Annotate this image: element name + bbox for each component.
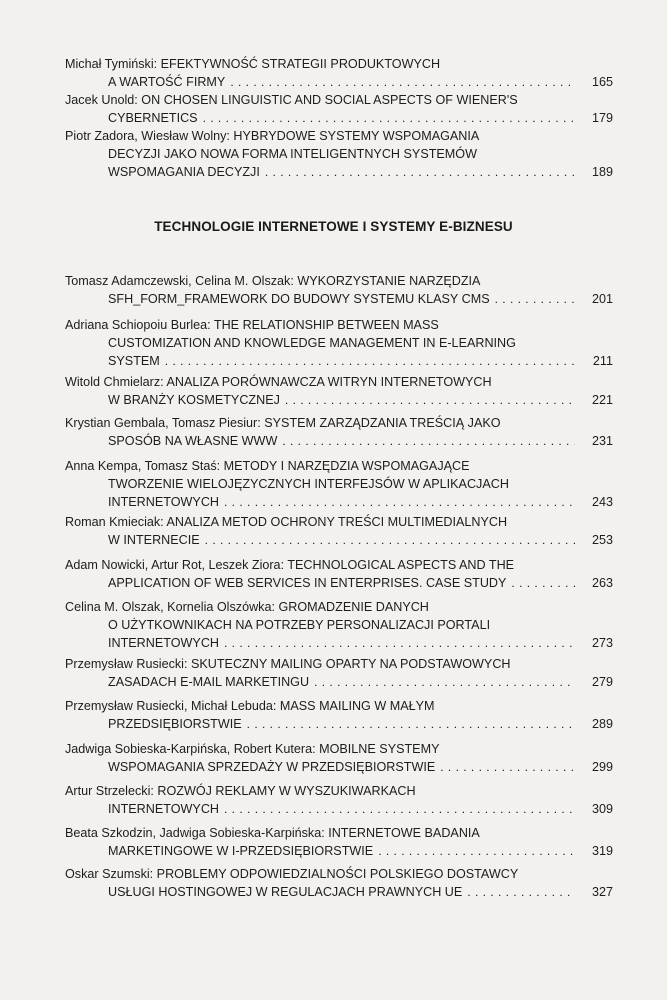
page-number: 221 — [591, 393, 613, 407]
page-number: 231 — [591, 434, 613, 448]
toc-entry-title-end: INTERNETOWYCH — [108, 636, 220, 650]
toc-entry-line: Beata Szkodzin, Jadwiga Sobieska-Karpińska: INTERNETOWE BADANIA — [65, 826, 480, 840]
toc-entry-line: DECYZJI JAKO NOWA FORMA INTELIGENTNYCH SYSTEMÓW — [108, 147, 477, 161]
page-number: 289 — [591, 717, 613, 731]
dot-leader — [165, 352, 575, 370]
toc-entry-last-line — [65, 574, 613, 592]
toc-entry-last-line — [65, 800, 613, 818]
dot-leader — [282, 432, 575, 450]
toc-entry-last-line — [65, 432, 613, 450]
toc-entry-last-line — [65, 493, 613, 511]
dot-leader — [203, 109, 575, 127]
toc-entry-last-line — [65, 290, 613, 308]
dot-leader — [440, 758, 575, 776]
page-number: 279 — [591, 675, 613, 689]
toc-entry[interactable] — [65, 655, 613, 691]
toc-entry-line: Oskar Szumski: PROBLEMY ODPOWIEDZIALNOŚCI POLSKIEGO DOSTAWCY — [65, 867, 519, 881]
toc-entry-title-end: W BRANŻY KOSMETYCZNEJ — [108, 393, 280, 407]
page-number: 201 — [591, 292, 613, 306]
toc-entry-last-line — [65, 352, 613, 370]
toc-entry-last-line — [65, 163, 613, 181]
toc-entry-last-line — [65, 531, 613, 549]
toc-entry-line: Witold Chmielarz: ANALIZA PORÓWNAWCZA WITRYN INTERNETOWYCH — [65, 375, 492, 389]
toc-entry[interactable] — [65, 598, 613, 652]
dot-leader — [205, 531, 575, 549]
toc-entry[interactable] — [65, 457, 613, 511]
toc-entry[interactable] — [65, 55, 613, 91]
toc-entry[interactable] — [65, 513, 613, 549]
page-number: 263 — [591, 576, 613, 590]
toc-entry[interactable] — [65, 414, 613, 450]
toc-entry-line: CUSTOMIZATION AND KNOWLEDGE MANAGEMENT IN E-LEARNING — [108, 336, 516, 350]
toc-entry-title-end: SPOSÓB NA WŁASNE WWW — [108, 434, 278, 448]
toc-entry-title-end: ZASADACH E-MAIL MARKETINGU — [108, 675, 310, 689]
toc-entry-line: Adriana Schiopoiu Burlea: THE RELATIONSHIP BETWEEN MASS — [65, 318, 439, 332]
toc-entry-line: Przemysław Rusiecki, Michał Lebuda: MASS MAILING W MAŁYM — [65, 699, 435, 713]
toc-entry-last-line — [65, 883, 613, 901]
toc-entry-last-line — [65, 842, 613, 860]
toc-entry[interactable] — [65, 91, 613, 127]
page-number: 319 — [591, 844, 613, 858]
toc-entry[interactable] — [65, 373, 613, 409]
dot-leader — [265, 163, 575, 181]
toc-entry[interactable] — [65, 824, 613, 860]
toc-entry-title-end: INTERNETOWYCH — [108, 495, 220, 509]
section-title: TECHNOLOGIE INTERNETOWE I SYSTEMY E-BIZNESU — [154, 219, 513, 234]
toc-entry-last-line — [65, 758, 613, 776]
dot-leader — [224, 800, 575, 818]
toc-entry-line: Anna Kempa, Tomasz Staś: METODY I NARZĘDZIA WSPOMAGAJĄCE — [65, 459, 470, 473]
toc-entry[interactable] — [65, 782, 613, 818]
toc-entry-title-end: WSPOMAGANIA SPRZEDAŻY W PRZEDSIĘBIORSTWIE — [108, 760, 436, 774]
toc-entry-line: Artur Strzelecki: ROZWÓJ REKLAMY W WYSZUKIWARKACH — [65, 784, 416, 798]
toc-entry-line: Krystian Gembala, Tomasz Piesiur: SYSTEM ZARZĄDZANIA TREŚCIĄ JAKO — [65, 416, 501, 430]
page-number: 211 — [592, 354, 613, 368]
toc-entry-line: Adam Nowicki, Artur Rot, Leszek Ziora: TECHNOLOGICAL ASPECTS AND THE — [65, 558, 515, 572]
dot-leader — [247, 715, 575, 733]
toc-entry-line: Roman Kmieciak: ANALIZA METOD OCHRONY TREŚCI MULTIMEDIALNYCH — [65, 515, 508, 529]
toc-entry-last-line — [65, 391, 613, 409]
toc-entry-title-end: W INTERNECIE — [108, 533, 200, 547]
toc-entry-last-line — [65, 673, 613, 691]
page-number: 243 — [591, 495, 613, 509]
page-number: 327 — [591, 885, 613, 899]
toc-entry-line: O UŻYTKOWNIKACH NA POTRZEBY PERSONALIZACJI PORTALI — [108, 618, 491, 632]
toc-entry-title-end: WSPOMAGANIA DECYZJI — [108, 165, 260, 179]
toc-entry-title-end: A WARTOŚĆ FIRMY — [108, 75, 226, 89]
toc-entry-title-end: INTERNETOWYCH — [108, 802, 220, 816]
toc-entry[interactable] — [65, 127, 613, 181]
toc-entry-line: Celina M. Olszak, Kornelia Olszówka: GROMADZENIE DANYCH — [65, 600, 429, 614]
page-number: 309 — [591, 802, 613, 816]
toc-entry-line: Jacek Unold: ON CHOSEN LINGUISTIC AND SOCIAL ASPECTS OF WIENER'S — [65, 93, 518, 107]
toc-entry[interactable] — [65, 697, 613, 733]
dot-leader — [224, 493, 575, 511]
toc-entry-title-end: APPLICATION OF WEB SERVICES IN ENTERPRISES. CASE STUDY — [108, 576, 507, 590]
toc-entry-last-line — [65, 634, 613, 652]
dot-leader — [511, 574, 575, 592]
page-number: 253 — [591, 533, 613, 547]
page-number: 299 — [591, 760, 613, 774]
toc-entry-line: Jadwiga Sobieska-Karpińska, Robert Kutera: MOBILNE SYSTEMY — [65, 742, 440, 756]
toc-entry-line: Piotr Zadora, Wiesław Wolny: HYBRYDOWE SYSTEMY WSPOMAGANIA — [65, 129, 480, 143]
toc-entry-title-end: PRZEDSIĘBIORSTWIE — [108, 717, 242, 731]
toc-entry-title-end: SYSTEM — [108, 354, 160, 368]
dot-leader — [224, 634, 575, 652]
page-number: 165 — [591, 75, 613, 89]
toc-entry-line: TWORZENIE WIELOJĘZYCZNYCH INTERFEJSÓW W APLIKACJACH — [108, 477, 509, 491]
toc-entry-last-line — [65, 715, 613, 733]
page-number: 179 — [591, 111, 613, 125]
toc-entry[interactable] — [65, 865, 613, 901]
toc-entry[interactable] — [65, 316, 613, 370]
toc-entry-line: Michał Tymiński: EFEKTYWNOŚĆ STRATEGII PRODUKTOWYCH — [65, 57, 441, 71]
toc-entry-line: Tomasz Adamczewski, Celina M. Olszak: WYKORZYSTANIE NARZĘDZIA — [65, 274, 481, 288]
dot-leader — [230, 73, 575, 91]
dot-leader — [378, 842, 575, 860]
toc-entry-title-end: CYBERNETICS — [108, 111, 198, 125]
dot-leader — [285, 391, 575, 409]
dot-leader — [495, 290, 575, 308]
toc-entry-last-line — [65, 109, 613, 127]
toc-entry-title-end: SFH_FORM_FRAMEWORK DO BUDOWY SYSTEMU KLASY CMS — [108, 292, 490, 306]
toc-entry-title-end: MARKETINGOWE W I-PRZEDSIĘBIORSTWIE — [108, 844, 374, 858]
toc-entry-last-line — [65, 73, 613, 91]
toc-entry-title-end: USŁUGI HOSTINGOWEJ W REGULACJACH PRAWNYCH UE — [108, 885, 463, 899]
toc-entry[interactable] — [65, 740, 613, 776]
toc-entry[interactable] — [65, 272, 613, 308]
page-number: 273 — [591, 636, 613, 650]
dot-leader — [467, 883, 575, 901]
dot-leader — [314, 673, 575, 691]
toc-entry-line: Przemysław Rusiecki: SKUTECZNY MAILING OPARTY NA PODSTAWOWYCH — [65, 657, 511, 671]
toc-entry[interactable] — [65, 556, 613, 592]
page-number: 189 — [591, 165, 613, 179]
